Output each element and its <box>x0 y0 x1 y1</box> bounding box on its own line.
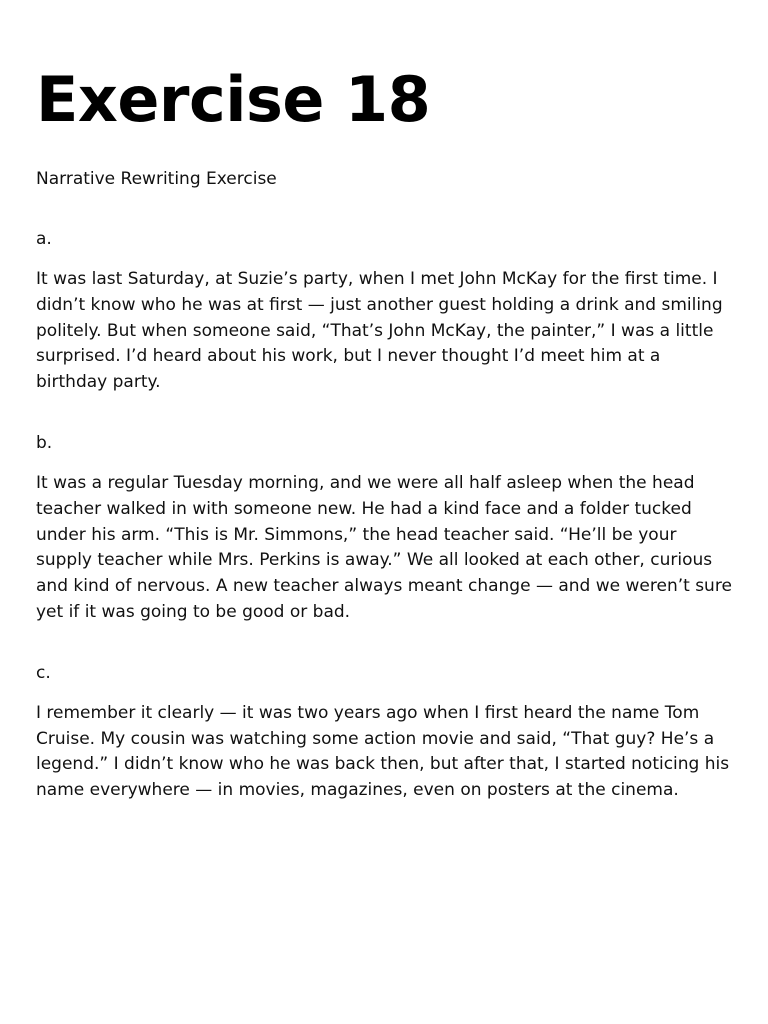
section-label: a. <box>36 229 52 249</box>
section-paragraph: It was last Saturday, at Suzie’s party, when I met John McKay for the first time. I didn’t know who he was at first — just another guest holding a drink and smiling politely. But when someone said, “That’s John McKay, the painter,” I was a little surprised. I’d heard about his work, but I never thought I’d meet him at a birthday party. <box>36 269 723 393</box>
page-title: Exercise 18 <box>36 63 431 136</box>
section-a <box>36 226 732 396</box>
section-paragraph: It was a regular Tuesday morning, and we were all half asleep when the head teacher walked in with someone new. He had a kind face and a folder tucked under his arm. “This is Mr. Simmons,” the head teacher said. “He’ll be your supply teacher while Mrs. Perkins is away.” We all looked at each other, curious and kind of nervous. A new teacher always meant change — and we weren’t sure yet if it was going to be good or bad. <box>36 472 732 622</box>
section-label: b. <box>36 432 53 453</box>
section-c <box>36 660 732 804</box>
section-paragraph: I remember it clearly — it was two years ago when I first heard the name Tom Cruise. My cousin was watching some action movie and said, “That guy? He’s a legend.” I didn’t know who he was back then, but after that, I started noticing his name everywhere — in movies, magazines, even on posters at the cinema. <box>36 702 730 801</box>
page-subtitle: Narrative Rewriting Exercise <box>36 169 277 189</box>
section-label: c. <box>36 662 51 683</box>
section-b <box>36 430 732 626</box>
